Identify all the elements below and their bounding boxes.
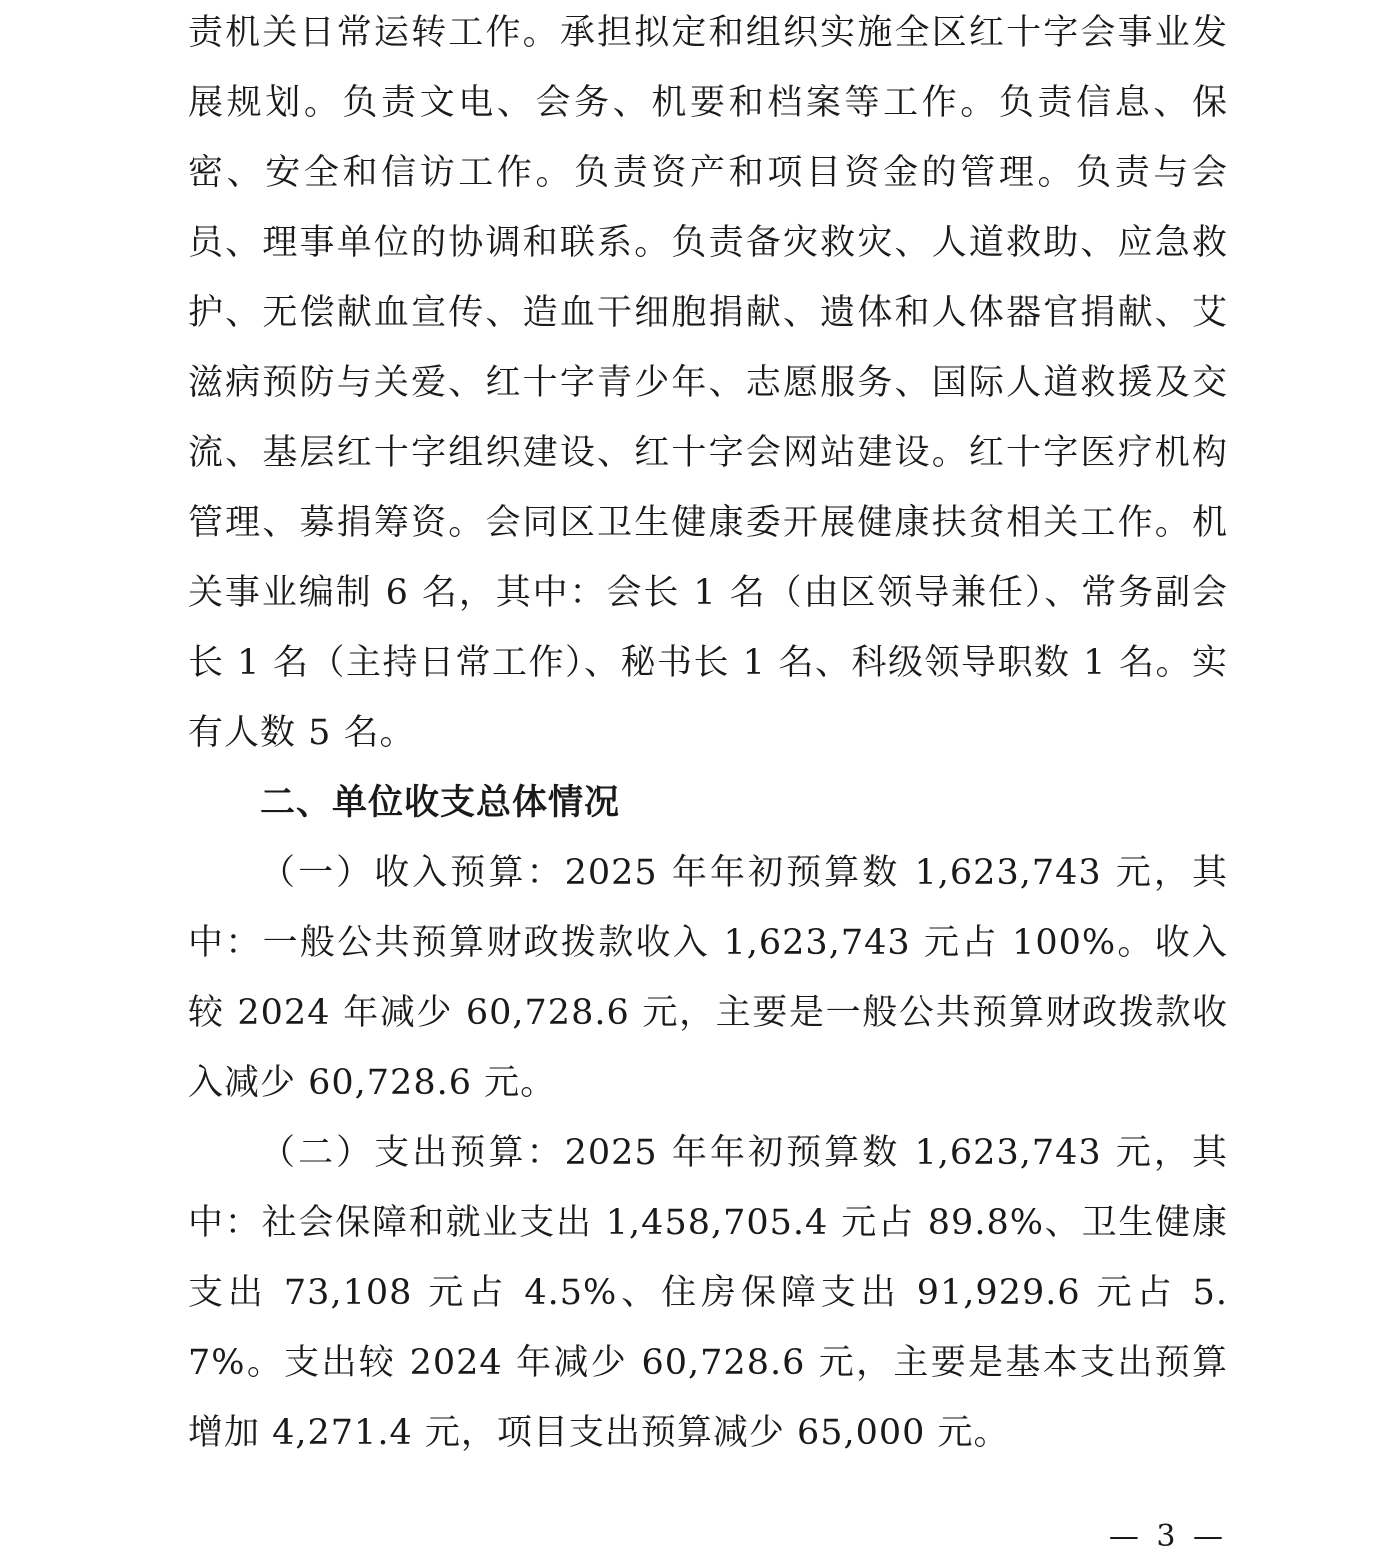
section-heading: 二、单位收支总体情况 — [260, 783, 621, 823]
body-paragraph-expense-budget: （二）支出预算：2025 年年初预算数 1,623,743 元，其中：社会保障和就业支出 1,458,705.4 元占 89.8%、卫生健康支出 73,108 元占 4.5%、住房保障支出 91,929.6 元占 5.7%。支出较 2024 年减少 60,728.6 元，主要是基本支出预算增加 4,271.4 元，项目支出预算减少 65,000 元。 — [188, 1133, 1228, 1453]
document-page — [188, 0, 1228, 1468]
body-paragraph-income-budget: （一）收入预算：2025 年年初预算数 1,623,743 元，其中：一般公共预算财政拨款收入 1,623,743 元占 100%。收入较 2024 年减少 60,728.6 元，主要是一般公共预算财政拨款收入减少 60,728.6 元。 — [188, 853, 1228, 1103]
body-paragraph-responsibilities: 责机关日常运转工作。承担拟定和组织实施全区红十字会事业发展规划。负责文电、会务、机要和档案等工作。负责信息、保密、安全和信访工作。负责资产和项目资金的管理。负责与会员、理事单位的协调和联系。负责备灾救灾、人道救助、应急救护、无偿献血宣传、造血干细胞捐献、遗体和人体器官捐献、艾滋病预防与关爱、红十字青少年、志愿服务、国际人道救援及交流、基层红十字组织建设、红十字会网站建设。红十字医疗机构管理、募捐筹资。会同区卫生健康委开展健康扶贫相关工作。机关事业编制 6 名，其中：会长 1 名（由区领导兼任）、常务副会长 1 名（主持日常工作）、秘书长 1 名、科级领导职数 1 名。实有人数 5 名。 — [188, 13, 1228, 753]
page-number: — 3 — — [1108, 1519, 1227, 1554]
